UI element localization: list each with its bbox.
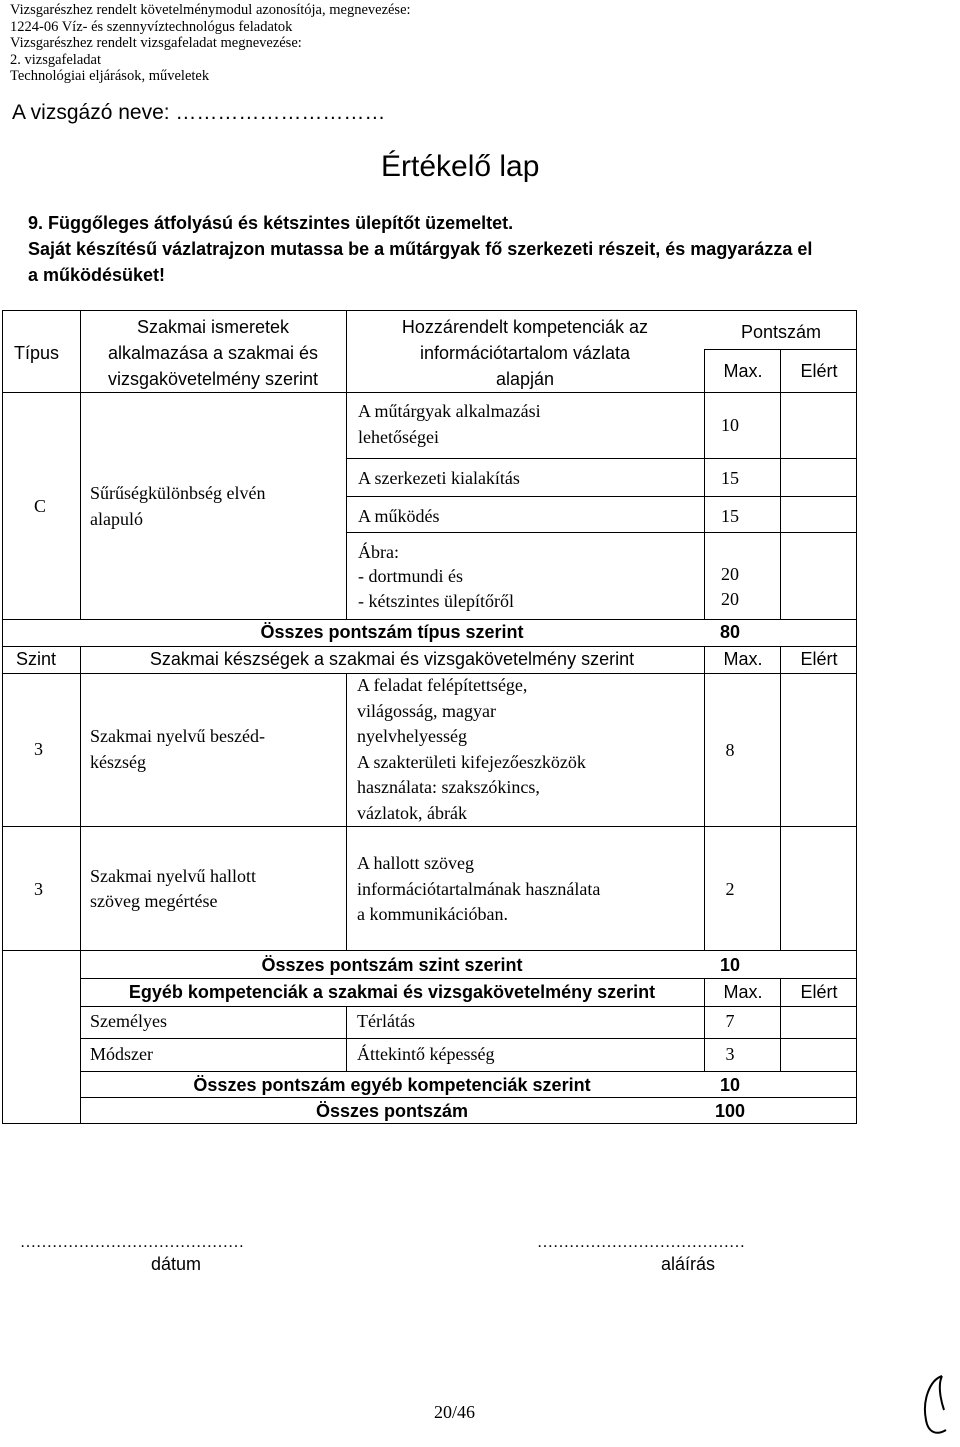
competence-cell: - dortmundi és [358, 566, 463, 586]
max-points-cell: 15 [721, 506, 739, 526]
header-line: 2. vizsgafeladat [10, 51, 101, 68]
header-line: Vizsgarészhez rendelt követelménymodul azonosítója, megnevezése: [10, 2, 411, 18]
category-cell: Személyes [90, 1011, 167, 1031]
competence-cell: A műtárgyak alkalmazási [358, 401, 541, 421]
task-line: 9. Függőleges átfolyású és kétszintes ülepítőt üzemeltet. [28, 213, 514, 233]
total-other-value: 10 [719, 1075, 741, 1095]
total-type-value: 80 [719, 622, 741, 642]
competence-cell: A feladat felépítettsége, [357, 675, 528, 695]
column-header-achieved: Elért [800, 361, 838, 381]
level-value: 3 [34, 879, 43, 899]
max-points-cell: 10 [721, 415, 739, 435]
task-line: a működésüket! [28, 265, 166, 285]
handwritten-initial-icon [918, 1370, 954, 1440]
max-points-cell: 3 [725, 1044, 735, 1064]
document-header [10, 2, 411, 85]
max-points-cell: 20 [721, 589, 739, 609]
competence-cell: Áttekintő képesség [357, 1044, 495, 1064]
competence-cell: a kommunikációban. [357, 904, 508, 924]
competence-cell: - kétszintes ülepítőről [358, 591, 514, 611]
competence-cell: A szerkezeti kialakítás [358, 468, 520, 488]
total-other-label: Összes pontszám egyéb kompetenciák szerint [193, 1075, 591, 1095]
column-header-competence: alapján [495, 369, 555, 389]
max-points-cell: 7 [725, 1011, 735, 1031]
skills-header: Szakmai készségek a szakmai és vizsgakövetelmény szerint [149, 649, 635, 669]
competence-cell: használata: szakszókincs, [357, 777, 540, 797]
competence-cell: A működés [358, 506, 440, 526]
signature-line: ………………………………… [537, 1234, 745, 1251]
skills-achieved-header: Elért [800, 649, 838, 669]
grand-total-value: 100 [714, 1101, 746, 1121]
skills-max-header: Max. [723, 649, 763, 669]
total-type-label: Összes pontszám típus szerint [260, 622, 524, 642]
column-header-competence: Hozzárendelt kompetenciák az [401, 317, 649, 337]
total-level-label: Összes pontszám szint szerint [261, 955, 523, 975]
category-cell: Módszer [90, 1044, 153, 1064]
skill-cell: szöveg megértése [90, 891, 218, 911]
competence-cell: világosság, magyar [357, 701, 496, 721]
column-header-competence: információtartalom vázlata [419, 343, 631, 363]
max-points-cell: 15 [721, 468, 739, 488]
column-header-max: Max. [723, 361, 763, 381]
type-value: C [34, 496, 47, 516]
other-max-header: Max. [723, 982, 763, 1002]
skill-cell: Szakmai nyelvű hallott [90, 866, 256, 886]
max-points-cell: 8 [725, 740, 735, 760]
skill-cell: Szakmai nyelvű beszéd- [90, 726, 265, 746]
competence-cell: Ábra: [358, 542, 399, 562]
examinee-name-field: A vizsgázó neve: ………………………… [12, 101, 386, 124]
column-header-knowledge: Szakmai ismeretek [136, 317, 290, 337]
date-label: dátum [151, 1254, 202, 1274]
column-header-points: Pontszám [740, 322, 822, 342]
column-header-knowledge: vizsgakövetelmény szerint [107, 369, 319, 389]
column-header-knowledge: alkalmazása a szakmai és [107, 343, 319, 363]
header-line: Vizsgarészhez rendelt vizsgafeladat megnevezése: [10, 35, 302, 52]
other-achieved-header: Elért [800, 982, 838, 1002]
competence-cell: lehetőségei [358, 427, 439, 447]
competence-cell: Térlátás [357, 1011, 415, 1031]
knowledge-cell: alapuló [90, 509, 143, 529]
task-description [10, 210, 930, 288]
level-header: Szint [16, 649, 57, 669]
competence-cell: nyelvhelyesség [357, 726, 467, 746]
page-number: 20/46 [434, 1402, 476, 1422]
column-header-type: Típus [14, 343, 60, 363]
header-line: 1224-06 Víz- és szennyvíztechnológus feladatok [10, 18, 293, 35]
competence-cell: információtartalmának használata [357, 879, 601, 899]
other-competences-header: Egyéb kompetenciák a szakmai és vizsgakövetelmény szerint [128, 982, 656, 1002]
max-points-cell: 20 [721, 564, 739, 584]
header-line: Technológiai eljárások, műveletek [10, 68, 210, 85]
page-title: Értékelő lap [381, 150, 540, 183]
grand-total-label: Összes pontszám [315, 1101, 469, 1121]
knowledge-cell: Sűrűségkülönbség elvén [90, 483, 266, 503]
max-points-cell: 2 [725, 879, 735, 899]
signature-label: aláírás [661, 1254, 716, 1274]
level-value: 3 [34, 739, 43, 759]
date-line: …………………………………… [20, 1234, 244, 1251]
competence-cell: A szakterületi kifejezőeszközök [357, 752, 586, 772]
competence-cell: vázlatok, ábrák [357, 803, 467, 823]
total-level-value: 10 [719, 955, 741, 975]
task-line: Saját készítésű vázlatrajzon mutassa be a műtárgyak fő szerkezeti részeit, és magyarázza el [28, 239, 813, 259]
competence-cell: A hallott szöveg [357, 853, 474, 873]
skill-cell: készség [90, 752, 146, 772]
